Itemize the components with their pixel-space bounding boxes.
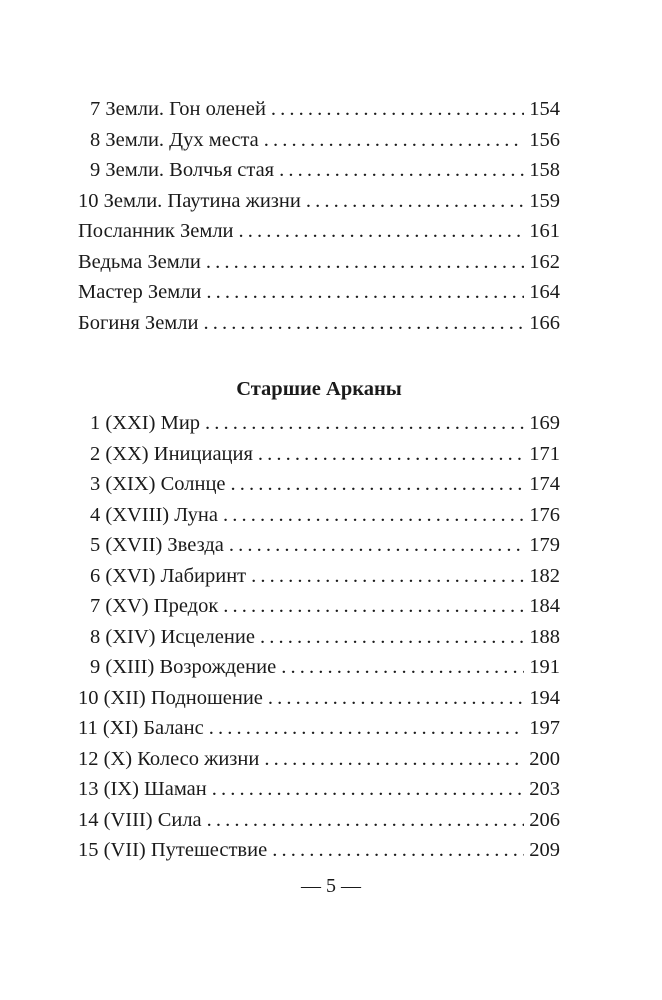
- toc-entry: [78, 94, 560, 125]
- toc-dot-leader: [306, 186, 524, 217]
- toc-dot-leader: [206, 247, 524, 278]
- toc-entry: [78, 216, 560, 247]
- toc-entry-title: 11 (XI) Баланс: [78, 717, 204, 739]
- toc-entry: [78, 439, 560, 470]
- toc-entry-page: 194: [529, 686, 560, 709]
- toc-entry: [78, 469, 560, 500]
- page-number: — 5 —: [301, 875, 361, 897]
- toc-list-earth: [78, 94, 560, 338]
- toc-dot-leader: [268, 683, 524, 714]
- toc-entry-title: 1 (XXI) Мир: [90, 412, 201, 434]
- toc-dot-leader: [223, 591, 524, 622]
- table-of-contents: [78, 94, 560, 866]
- toc-entry: [78, 835, 560, 866]
- toc-entry-page: 191: [529, 656, 560, 678]
- toc-entry-title: 5 (XVII) Звезда: [90, 534, 224, 556]
- toc-entry-page: 203: [529, 778, 560, 800]
- toc-dot-leader: [203, 308, 524, 339]
- toc-dot-leader: [251, 561, 524, 592]
- toc-dot-leader: [258, 439, 524, 470]
- toc-dot-leader: [239, 216, 525, 247]
- toc-dot-leader: [272, 835, 524, 866]
- toc-dot-leader: [281, 652, 524, 683]
- toc-entry: [78, 530, 560, 561]
- toc-list-major-arcana: [78, 408, 560, 866]
- toc-entry-page: 166: [529, 311, 560, 334]
- toc-dot-leader: [264, 125, 524, 156]
- toc-entry-title: 9 Земли. Волчья стая: [90, 159, 275, 181]
- toc-entry-title: 13 (IX) Шаман: [78, 778, 207, 800]
- toc-entry-title: 8 Земли. Дух места: [90, 128, 259, 151]
- toc-dot-leader: [279, 155, 524, 186]
- toc-entry-page: 184: [529, 595, 560, 617]
- toc-entry: [78, 500, 560, 531]
- toc-entry-title: 7 Земли. Гон оленей: [90, 98, 266, 120]
- toc-entry-title: 10 Земли. Паутина жизни: [78, 189, 301, 212]
- toc-dot-leader: [231, 469, 525, 500]
- toc-entry-page: 162: [529, 250, 560, 273]
- toc-entry-page: 206: [529, 808, 560, 831]
- toc-entry-title: 10 (XII) Подношение: [78, 686, 263, 709]
- toc-entry-title: 8 (XIV) Исцеление: [90, 625, 255, 648]
- toc-dot-leader: [271, 94, 524, 125]
- toc-entry: [78, 277, 560, 308]
- toc-entry-title: 2 (XX) Инициация: [90, 442, 253, 465]
- section-heading: Старшие Арканы: [236, 378, 402, 400]
- toc-entry: [78, 408, 560, 439]
- toc-entry: [78, 622, 560, 653]
- toc-entry-title: Ведьма Земли: [78, 250, 201, 273]
- toc-dot-leader: [209, 713, 525, 744]
- toc-entry-page: 179: [529, 534, 560, 556]
- toc-entry-title: 12 (X) Колесо жизни: [78, 747, 260, 770]
- toc-dot-leader: [260, 622, 524, 653]
- toc-entry-page: 182: [529, 564, 560, 587]
- toc-entry-title: 4 (XVIII) Луна: [90, 503, 218, 526]
- toc-entry-page: 164: [529, 281, 560, 303]
- toc-entry: [78, 125, 560, 156]
- toc-entry-page: 158: [529, 159, 560, 181]
- toc-entry-page: 188: [529, 625, 560, 648]
- toc-entry-page: 174: [529, 473, 560, 495]
- toc-dot-leader: [229, 530, 524, 561]
- toc-entry-page: 171: [529, 442, 560, 465]
- toc-entry: [78, 186, 560, 217]
- toc-entry: [78, 744, 560, 775]
- toc-entry-page: 197: [529, 717, 560, 739]
- toc-dot-leader: [205, 408, 524, 439]
- toc-entry-page: 176: [529, 503, 560, 526]
- toc-entry: [78, 155, 560, 186]
- toc-entry-title: Мастер Земли: [78, 281, 202, 303]
- toc-entry-title: 6 (XVI) Лабиринт: [90, 564, 247, 587]
- toc-entry-title: 3 (XIX) Солнце: [90, 473, 226, 495]
- toc-entry: [78, 713, 560, 744]
- toc-entry-page: 161: [529, 220, 560, 242]
- toc-dot-leader: [206, 277, 524, 308]
- toc-entry-title: 15 (VII) Путешествие: [78, 839, 268, 861]
- toc-entry: [78, 561, 560, 592]
- toc-entry-page: 209: [529, 839, 560, 861]
- toc-entry-title: 9 (XIII) Возрождение: [90, 656, 277, 678]
- toc-entry-page: 156: [529, 128, 560, 151]
- toc-entry-page: 159: [529, 189, 560, 212]
- toc-entry: [78, 308, 560, 339]
- toc-entry-page: 169: [529, 412, 560, 434]
- toc-entry-title: 7 (XV) Предок: [90, 595, 219, 617]
- toc-dot-leader: [207, 805, 525, 836]
- toc-dot-leader: [264, 744, 524, 775]
- toc-entry-title: 14 (VIII) Сила: [78, 808, 202, 831]
- toc-entry: [78, 247, 560, 278]
- toc-dot-leader: [223, 500, 524, 531]
- toc-entry: [78, 683, 560, 714]
- toc-entry: [78, 591, 560, 622]
- toc-entry: [78, 652, 560, 683]
- toc-entry-title: Посланник Земли: [78, 220, 234, 242]
- toc-entry-page: 200: [529, 747, 560, 770]
- toc-dot-leader: [212, 774, 525, 805]
- toc-entry-page: 154: [529, 98, 560, 120]
- toc-entry: [78, 774, 560, 805]
- toc-entry-title: Богиня Земли: [78, 311, 199, 334]
- toc-entry: [78, 805, 560, 836]
